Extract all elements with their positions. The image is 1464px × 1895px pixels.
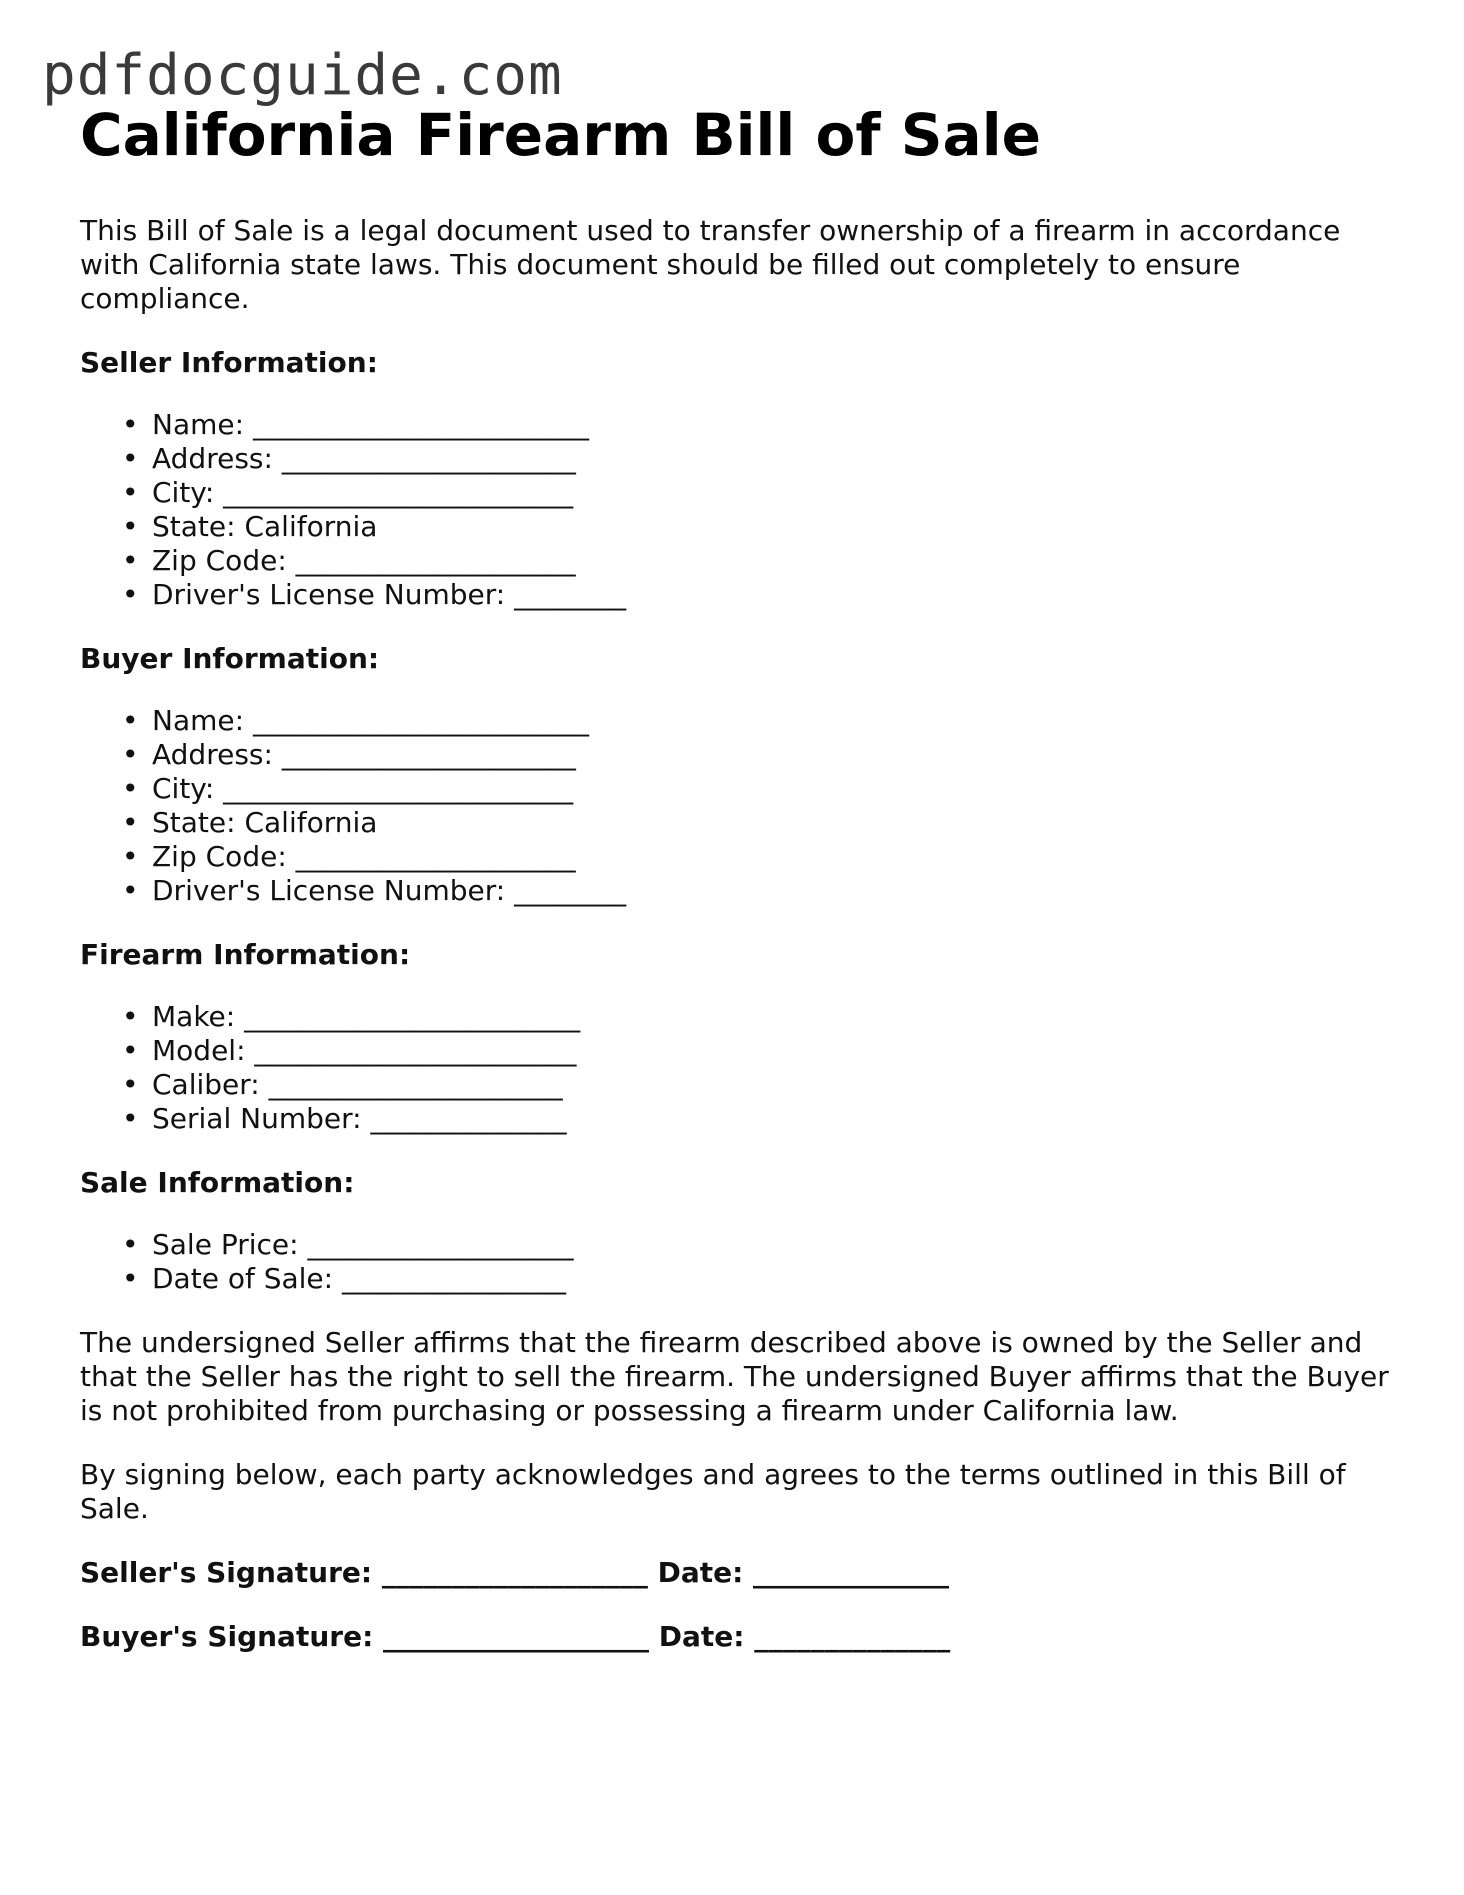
sale-price-item: • Sale Price: ___________________	[122, 1228, 574, 1261]
buyer-address-item: • Address: _____________________	[122, 738, 576, 771]
buyer-name-item: • Name: ________________________	[122, 704, 589, 737]
firearm-make-item: • Make: ________________________	[122, 1000, 581, 1033]
bullet-icon: •	[122, 442, 139, 475]
buyer-state-item: • State: California	[122, 806, 378, 839]
bullet-icon: •	[122, 1068, 139, 1101]
page-title: California Firearm Bill of Sale	[80, 101, 1041, 169]
seller-zip-item: • Zip Code: ____________________	[122, 544, 576, 577]
firearm-section-heading: Firearm Information:	[80, 938, 411, 971]
seller-info-list	[80, 408, 1400, 612]
seller-state-item: • State: California	[122, 510, 378, 543]
seller-name-item: • Name: ________________________	[122, 408, 589, 441]
intro-paragraph: This Bill of Sale is a legal document used to transfer ownership of a firearm in accordance with California state laws. This document should be filled out completely to ensure compliance.	[80, 214, 1341, 315]
seller-city-item: • City: _________________________	[122, 476, 574, 509]
bullet-icon: •	[122, 578, 139, 611]
bullet-icon: •	[122, 806, 139, 839]
bullet-icon: •	[122, 1262, 139, 1295]
bullet-icon: •	[122, 704, 139, 737]
bullet-icon: •	[122, 1102, 139, 1135]
buyer-license-item: • Driver's License Number: ________	[122, 874, 627, 907]
bullet-icon: •	[122, 510, 139, 543]
bullet-icon: •	[122, 738, 139, 771]
buyer-info-list	[80, 704, 1400, 908]
bullet-icon: •	[122, 476, 139, 509]
buyer-zip-item: • Zip Code: ____________________	[122, 840, 576, 873]
watermark-text: pdfdocguide.com	[42, 43, 563, 108]
bullet-icon: •	[122, 544, 139, 577]
seller-signature-line: Seller's Signature: ___________________ Date: ______________	[80, 1556, 950, 1589]
bullet-icon: •	[122, 1034, 139, 1067]
document-body	[80, 100, 1400, 1684]
bullet-icon: •	[122, 408, 139, 441]
firearm-serial-item: • Serial Number: ______________	[122, 1102, 567, 1135]
sale-date-item: • Date of Sale: ________________	[122, 1262, 566, 1295]
bullet-icon: •	[122, 874, 139, 907]
bullet-icon: •	[122, 772, 139, 805]
seller-section-heading: Seller Information:	[80, 346, 378, 379]
buyer-city-item: • City: _________________________	[122, 772, 574, 805]
firearm-info-list	[80, 1000, 1400, 1136]
firearm-caliber-item: • Caliber: _____________________	[122, 1068, 563, 1101]
bullet-icon: •	[122, 1000, 139, 1033]
bullet-icon: •	[122, 1228, 139, 1261]
sale-section-heading: Sale Information:	[80, 1166, 355, 1199]
bullet-icon: •	[122, 840, 139, 873]
buyer-signature-line: Buyer's Signature: ___________________ Date: ______________	[80, 1620, 951, 1653]
seller-license-item: • Driver's License Number: ________	[122, 578, 627, 611]
acknowledgement-paragraph: By signing below, each party acknowledges and agrees to the terms outlined in this Bill of Sale.	[80, 1458, 1346, 1525]
firearm-model-item: • Model: _______________________	[122, 1034, 577, 1067]
sale-info-list	[80, 1228, 1400, 1296]
affirmation-paragraph: The undersigned Seller affirms that the firearm described above is owned by the Seller and that the Seller has the right to sell the firearm. The undersigned Buyer affirms that the Buyer is not prohibited from purchasing or possessing a firearm under California law.	[80, 1326, 1389, 1427]
seller-address-item: • Address: _____________________	[122, 442, 576, 475]
buyer-section-heading: Buyer Information:	[80, 642, 380, 675]
